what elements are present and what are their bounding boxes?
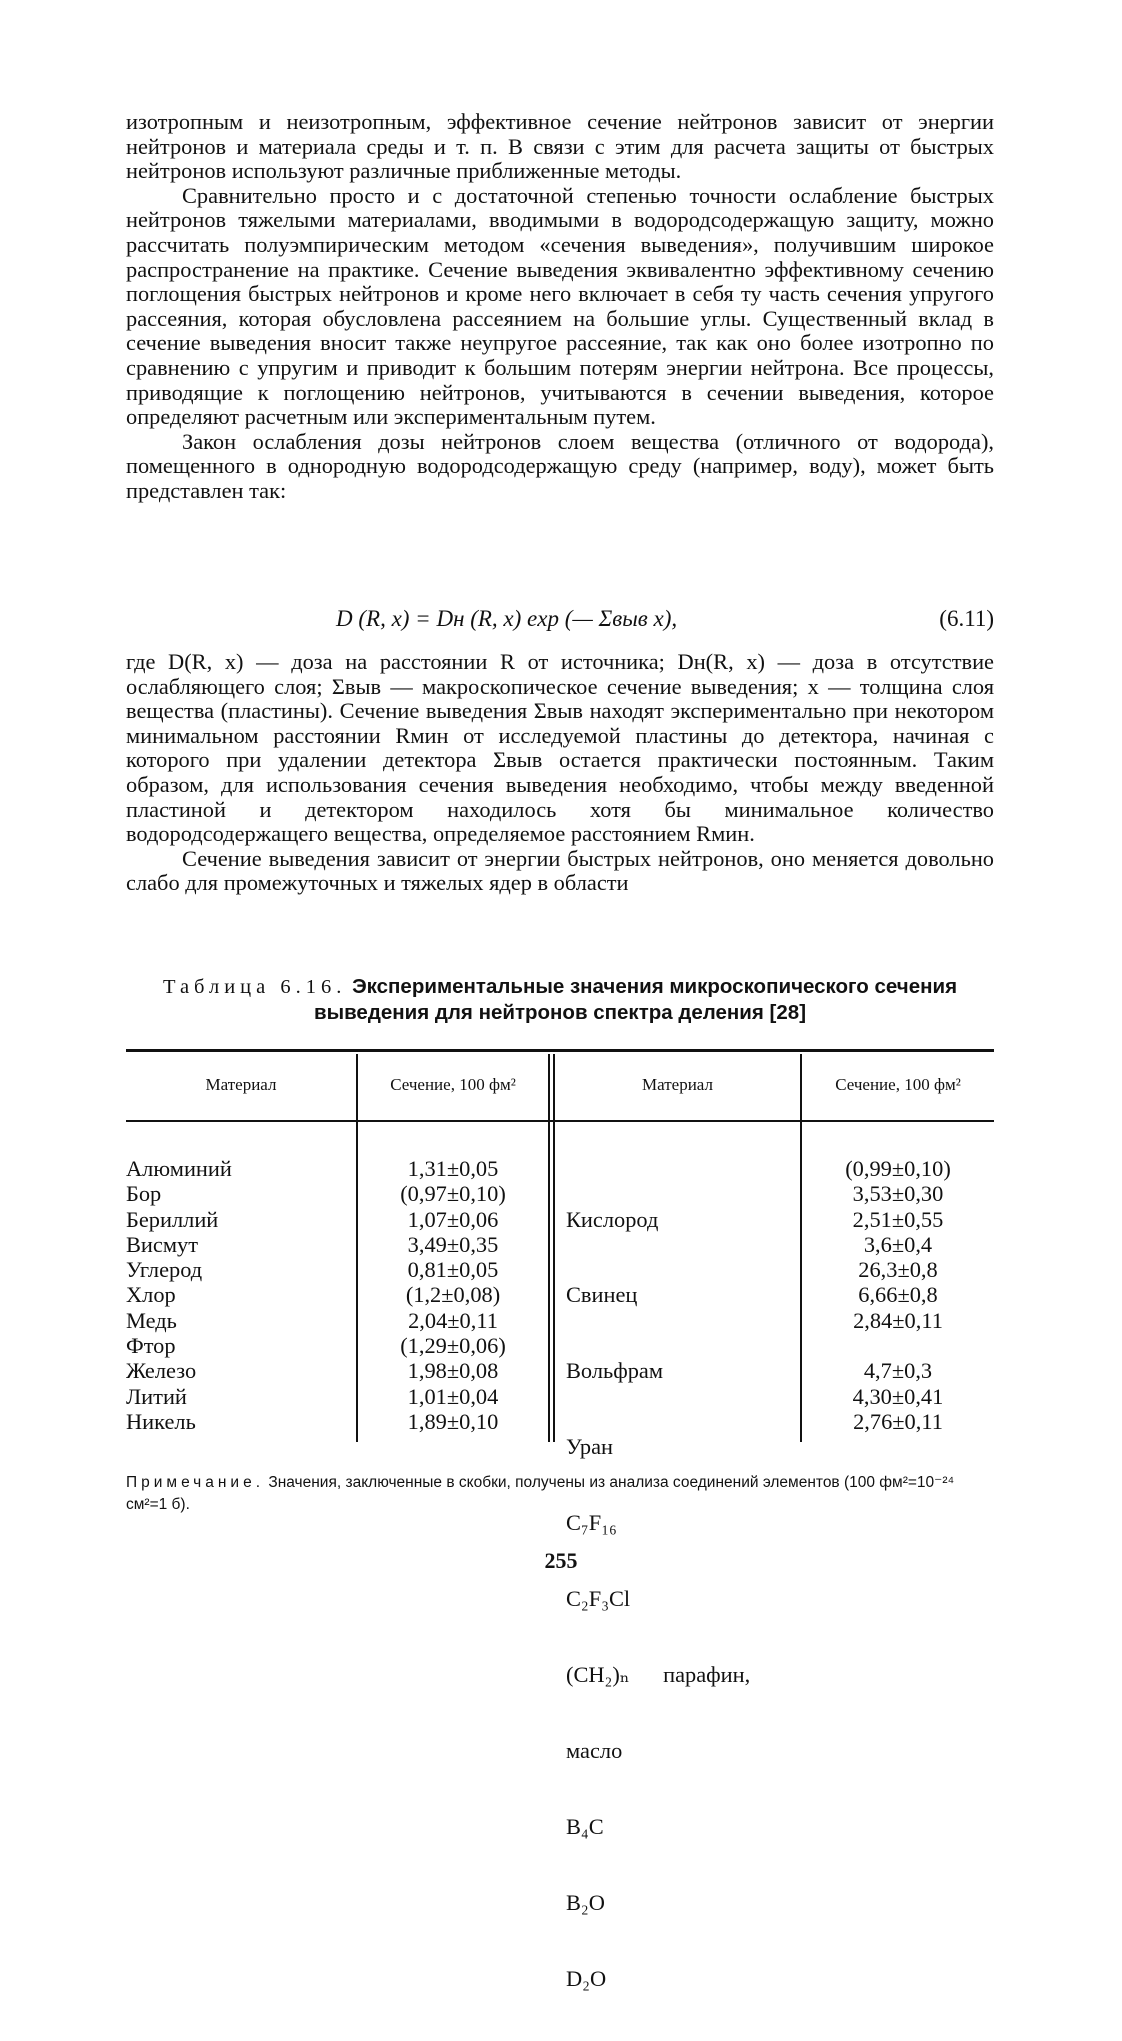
table-note	[126, 1472, 994, 1516]
table-cell: C₂F₃Cl	[566, 1586, 631, 1612]
table-cell: (0,97±0,10)	[400, 1181, 506, 1207]
note-text: Значения, заключенные в скобки, получены из анализа соединений элементов (100 фм²=10⁻²⁴ см²=1 б).	[126, 1474, 955, 1513]
table-cell: Углерод	[126, 1257, 203, 1283]
table-cell: 1,01±0,04	[407, 1383, 499, 1409]
table-cell: (1,2±0,08)	[405, 1282, 501, 1308]
table-cell: 1,98±0,08	[407, 1358, 499, 1384]
table-top-rule	[126, 1049, 994, 1052]
table-cell: (1,29±0,06)	[400, 1333, 506, 1359]
column-right-materials	[566, 1156, 798, 2041]
table-cell: Бериллий	[126, 1206, 219, 1232]
table-cell: 2,76±0,11	[853, 1408, 943, 1434]
table-cell: 1,31±0,05	[407, 1156, 499, 1181]
body-text-bottom	[126, 650, 994, 896]
table-cell: Висмут	[126, 1231, 199, 1257]
formula-number: (6.11)	[939, 606, 994, 631]
table-cell: 2,04±0,11	[408, 1307, 498, 1333]
paragraph-5: Сечение выведения зависит от энергии быстрых нейтронов, оно меняется довольно слабо для промежуточных и тяжелых ядер в области	[126, 845, 994, 896]
paragraph-1: изотропным и неизотропным, эффективное сечение нейтронов зависит от энергии нейтронов и материала среды и т. п. В связи с этим для расчета защиты от быстрых нейтронов используют различные приближенные методы.	[126, 109, 994, 184]
table-cell: Медь	[126, 1307, 177, 1333]
table-cell: 2,51±0,55	[852, 1206, 944, 1232]
header-material-left: Материал	[205, 1075, 277, 1094]
table-cell: 2,84±0,11	[853, 1307, 943, 1333]
table-cell: 26,3±0,8	[858, 1257, 938, 1283]
table-divider-2b	[553, 1054, 555, 1442]
table-cell: 4,7±0,3	[863, 1358, 933, 1384]
column-left-materials	[126, 1156, 354, 1434]
table-cell: Бор	[126, 1181, 162, 1207]
header-section-right: Сечение, 100 фм²	[835, 1075, 961, 1094]
table-cell: B₂O	[566, 1889, 605, 1915]
formula-6-11	[126, 606, 994, 636]
table-cell: Фтор	[126, 1333, 176, 1359]
table-cell: Хлор	[126, 1282, 176, 1308]
table-cell: Вольфрам	[566, 1358, 664, 1384]
note-label: Примечание.	[126, 1474, 265, 1491]
table-divider-2a	[548, 1054, 550, 1442]
table-header-rule	[126, 1120, 994, 1122]
table-cell: Свинец	[566, 1282, 638, 1308]
table-cell	[802, 1333, 994, 1358]
table-cell: 1,07±0,06	[407, 1206, 499, 1232]
formula-expression: D (R, x) = Dн (R, x) exp (— Σвыв x),	[336, 606, 678, 631]
table-cell: Никель	[126, 1408, 196, 1434]
table-cell: D₂O	[566, 1965, 607, 1991]
paragraph-2: Сравнительно просто и с достаточной степенью точности ослабление быстрых нейтронов тяжелыми материалами, вводимыми в водородсодержащую защиту, можно рассчитать полуэмпирическим методом «сечения выведения», получившим широкое распространение на практике. Сечение выведения эквивалентно эффективному сечению поглощения быстрых нейтронов и кроме него включает в себя ту часть сечения упругого рассеяния, которая обусловлена рассеянием на большие углы. Существенный вклад в сечение выведения вносит также неупругое рассеяние, так как оно более изотропно по сравнению с упругим и приводит к большим потерям энергии нейтрона. Все процессы, приводящие к поглощению нейтронов, учитываются в сечении выведения, которое определяют расчетным или экспериментальным путем.	[126, 182, 994, 430]
table-cell: 3,49±0,35	[407, 1231, 499, 1257]
table-caption-text: Экспериментальные значения микроскопического сечения выведения для нейтронов спектра деления [28]	[313, 975, 958, 1024]
page-number: 255	[544, 1548, 578, 1573]
paragraph-4: где D(R, x) — доза на расстоянии R от источника; Dн(R, x) — доза в отсутствие ослабляющего слоя; Σвыв — макроскопическое сечение выведения; x — толщина слоя вещества (пластины). Сечение выведения Σвыв находят экспериментально при некотором минимальном расстоянии Rмин от исследуемой пластины до детектора, начиная с которого при удалении детектора Σвыв остается практически постоянным. Таким образом, для использования сечения выведения необходимо, чтобы между введенной пластиной и детектором находилось хотя бы минимальное количество водородсодержащего вещества, определяемое расстоянием Rмин.	[126, 649, 994, 847]
table-cell: 1,89±0,10	[407, 1408, 499, 1434]
table-cell: Железо	[126, 1358, 197, 1384]
table-cell: 3,6±0,4	[863, 1231, 933, 1257]
header-material-right: Материал	[642, 1075, 713, 1094]
table-cell: Литий	[126, 1383, 187, 1409]
table-cell: 6,66±0,8	[858, 1282, 938, 1308]
table-caption	[126, 974, 994, 1025]
table-cell: (CH₂)ₙ парафин,	[566, 1661, 751, 1687]
column-left-values	[358, 1156, 548, 1434]
paragraph-3: Закон ослабления дозы нейтронов слоем вещества (отличного от водорода), помещенного в однородную водородсодержащую среду (например, воду), может быть представлен так:	[126, 428, 994, 503]
table-cell: (0,99±0,10)	[845, 1156, 951, 1181]
body-text-top	[126, 110, 994, 504]
header-section-left: Сечение, 100 фм²	[390, 1075, 516, 1094]
table-cell: 3,53±0,30	[852, 1181, 944, 1207]
table-caption-label: Таблица 6.16.	[162, 976, 347, 998]
table-cell: Алюминий	[126, 1156, 232, 1181]
table-cell: Кислород	[566, 1206, 659, 1232]
column-right-values	[802, 1156, 994, 1434]
table-cell: 4,30±0,41	[852, 1383, 944, 1409]
table-cell: C₇F₁₆	[566, 1510, 617, 1536]
table-cell: Уран	[566, 1434, 613, 1460]
table-cell: масло	[566, 1737, 623, 1763]
table-cell: 0,81±0,05	[407, 1257, 499, 1283]
table-cell: B₄C	[566, 1813, 604, 1839]
